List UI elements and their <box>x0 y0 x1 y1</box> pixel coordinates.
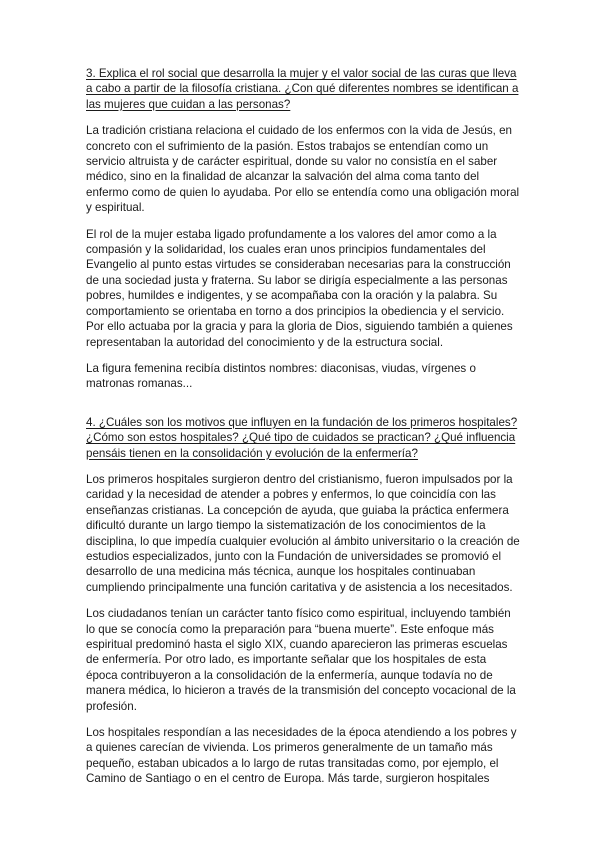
question-4-heading: 4. ¿Cuáles son los motivos que influyen en la fundación de los primeros hospitales? ¿Cómo son estos hospitales? ¿Qué tipo de cuidados se practican? ¿Qué influencia pensáis tienen en la consolidación y evolución de la enfermería? <box>86 415 518 460</box>
answer-3-paragraph-2: El rol de la mujer estaba ligado profundamente a los valores del amor como a la compasión y la solidaridad, los cuales eran unos principios fundamentales del Evangelio al punto estas virtudes se consideraban necesarias para la construcción de una sociedad justa y fraterna. Su labor se dirigía especialmente a las personas pobres, humildes e indigentes, y se acompañaba con la oración y la palabra. Su comportamiento se orientaba en torno a dos principios la obediencia y el servicio. Por ello actuaba por la gracia y para la gloria de Dios, siguiendo también a quienes representaban la autoridad del conocimiento y de la estructura social. <box>86 227 513 349</box>
answer-4-paragraph-3: Los hospitales respondían a las necesidades de la época atendiendo a los pobres y a quienes carecían de vivienda. Los primeros generalmente de un tamaño más pequeño, estaban ubicados a lo largo de rutas transitadas como, por ejemplo, el Camino de Santiago o en el centro de Europa. Más tarde, surgieron hospitales <box>86 726 517 786</box>
answer-4-paragraph-2: Los ciudadanos tenían un carácter tanto físico como espiritual, incluyendo también lo que se conocía como la preparación para “buena muerte”. Este enfoque más espiritual predominó hasta el siglo XIX, cuando aparecieron las primeras escuelas de enfermería. Por otro lado, es importante señalar que los hospitales de esta época contribuyeron a la consolidación de la enfermería, aunque todavía no de manera médica, lo hicieron a través de la transmisión del concepto vocacional de la profesión. <box>86 607 516 713</box>
answer-3-paragraph-1: La tradición cristiana relaciona el cuidado de los enfermos con la vida de Jesús, en concreto con el sufrimiento de la pasión. Estos trabajos se entendían como un servicio altruista y de carácter espiritual, donde su valor no consistía en el saber médico, sino en la finalidad de alcanzar la salvación del alma coma tanto del enfermo como de quien lo ayudaba. Por ello se entendía como una obligación moral y espiritual. <box>86 124 520 215</box>
document-body <box>86 66 520 798</box>
question-3-heading: 3. Explica el rol social que desarrolla la mujer y el valor social de las curas que lleva a cabo a partir de la filosofía cristiana. ¿Con qué diferentes nombres se identifican a las mujeres que cuidan a las personas? <box>86 67 519 111</box>
answer-4-paragraph-1: Los primeros hospitales surgieron dentro del cristianismo, fueron impulsados por la caridad y la necesidad de atender a pobres y enfermos, lo que coincidía con las enseñanzas cristianas. La concepción de ayuda, que guiaba la práctica enfermera dificultó durante un largo tiempo la sistematización de los conocimientos de la disciplina, lo que impedía cualquier evolución al ámbito universitario o la creación de estudios especializados, junto con la Fundación de universidades se promovió el desarrollo de una medicina más técnica, aunque los hospitales continuaban cumpliendo principalmente una función caritativa y de asistencia a los necesitados. <box>86 472 520 594</box>
answer-3-paragraph-3: La figura femenina recibía distintos nombres: diaconisas, viudas, vírgenes o matronas romanas... <box>86 361 476 391</box>
